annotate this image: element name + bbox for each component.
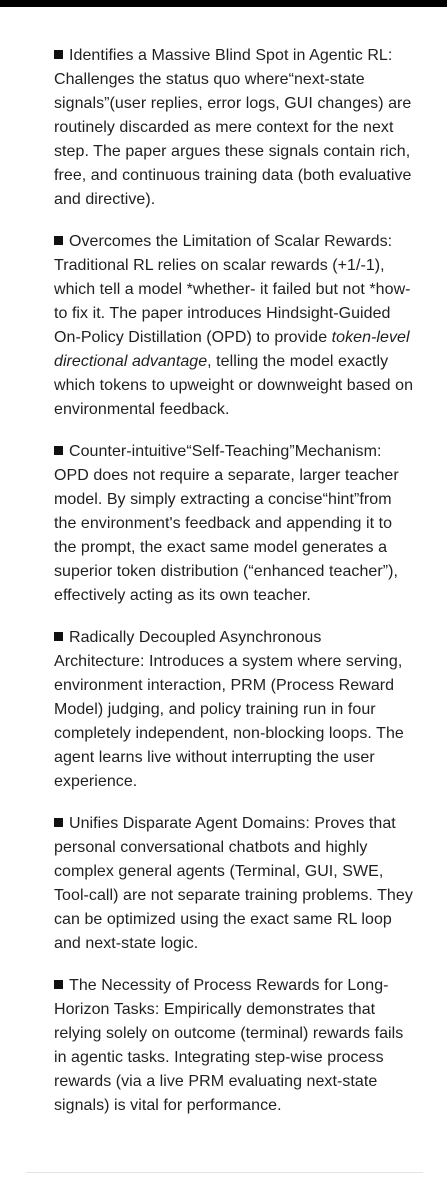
key-point-4-text: Radically Decoupled Asynchronous Architecture: Introduces a system where serving, environment interaction, PRM (Process Reward Model) judging, and policy training run in four completely independent, non-blocking loops. The agent learns live without interrupting the user experience. [54,629,404,790]
key-point-2-text-before: Overcomes the Limitation of Scalar Rewards: Traditional RL relies on scalar rewards (+1/-1), which tell a model *whether- it failed but not *how- to fix it. The paper introduces Hindsight-Guided On-Policy Distillation (OPD) to provide [54,233,411,346]
key-point-2-emphasis: token-level directional advantage [54,329,410,370]
key-point-1 [54,44,414,212]
key-point-1-text: Identifies a Massive Blind Spot in Agentic RL: Challenges the status quo where“next-state signals”(user replies, error logs, GUI changes) are routinely discarded as mere context for the next step. The paper argues these signals contain rich, free, and continuous training data (both evaluative and directive). [54,47,412,208]
square-bullet-icon [54,236,63,245]
square-bullet-icon [54,50,63,59]
bottom-divider [26,1172,423,1173]
key-point-3 [54,440,414,608]
key-point-6 [54,974,414,1118]
square-bullet-icon [54,632,63,641]
key-point-3-text: Counter-intuitive“Self-Teaching”Mechanism: OPD does not require a separate, larger teacher model. By simply extracting a concise“hint”from the environment's feedback and appending it to the prompt, the exact same model generates a superior token distribution (“enhanced teacher”), effectively acting as its own teacher. [54,443,399,604]
key-point-5 [54,812,414,956]
key-point-2 [54,230,414,422]
square-bullet-icon [54,446,63,455]
key-point-6-text: The Necessity of Process Rewards for Long-Horizon Tasks: Empirically demonstrates that relying solely on outcome (terminal) rewards fails in agentic tasks. Integrating step-wise process rewards (via a live PRM evaluating next-state signals) is vital for performance. [54,977,404,1114]
key-point-4 [54,626,414,794]
top-edge-bar [0,0,447,7]
key-point-2-text-after: , telling the model exactly which tokens to upweight or downweight based on environmental feedback. [54,353,414,418]
key-points-list [54,44,414,1136]
key-point-5-text: Unifies Disparate Agent Domains: Proves that personal conversational chatbots and highly complex general agents (Terminal, GUI, SWE, Tool-call) are not separate training problems. They can be optimized using the exact same RL loop and next-state logic. [54,815,413,952]
square-bullet-icon [54,818,63,827]
square-bullet-icon [54,980,63,989]
